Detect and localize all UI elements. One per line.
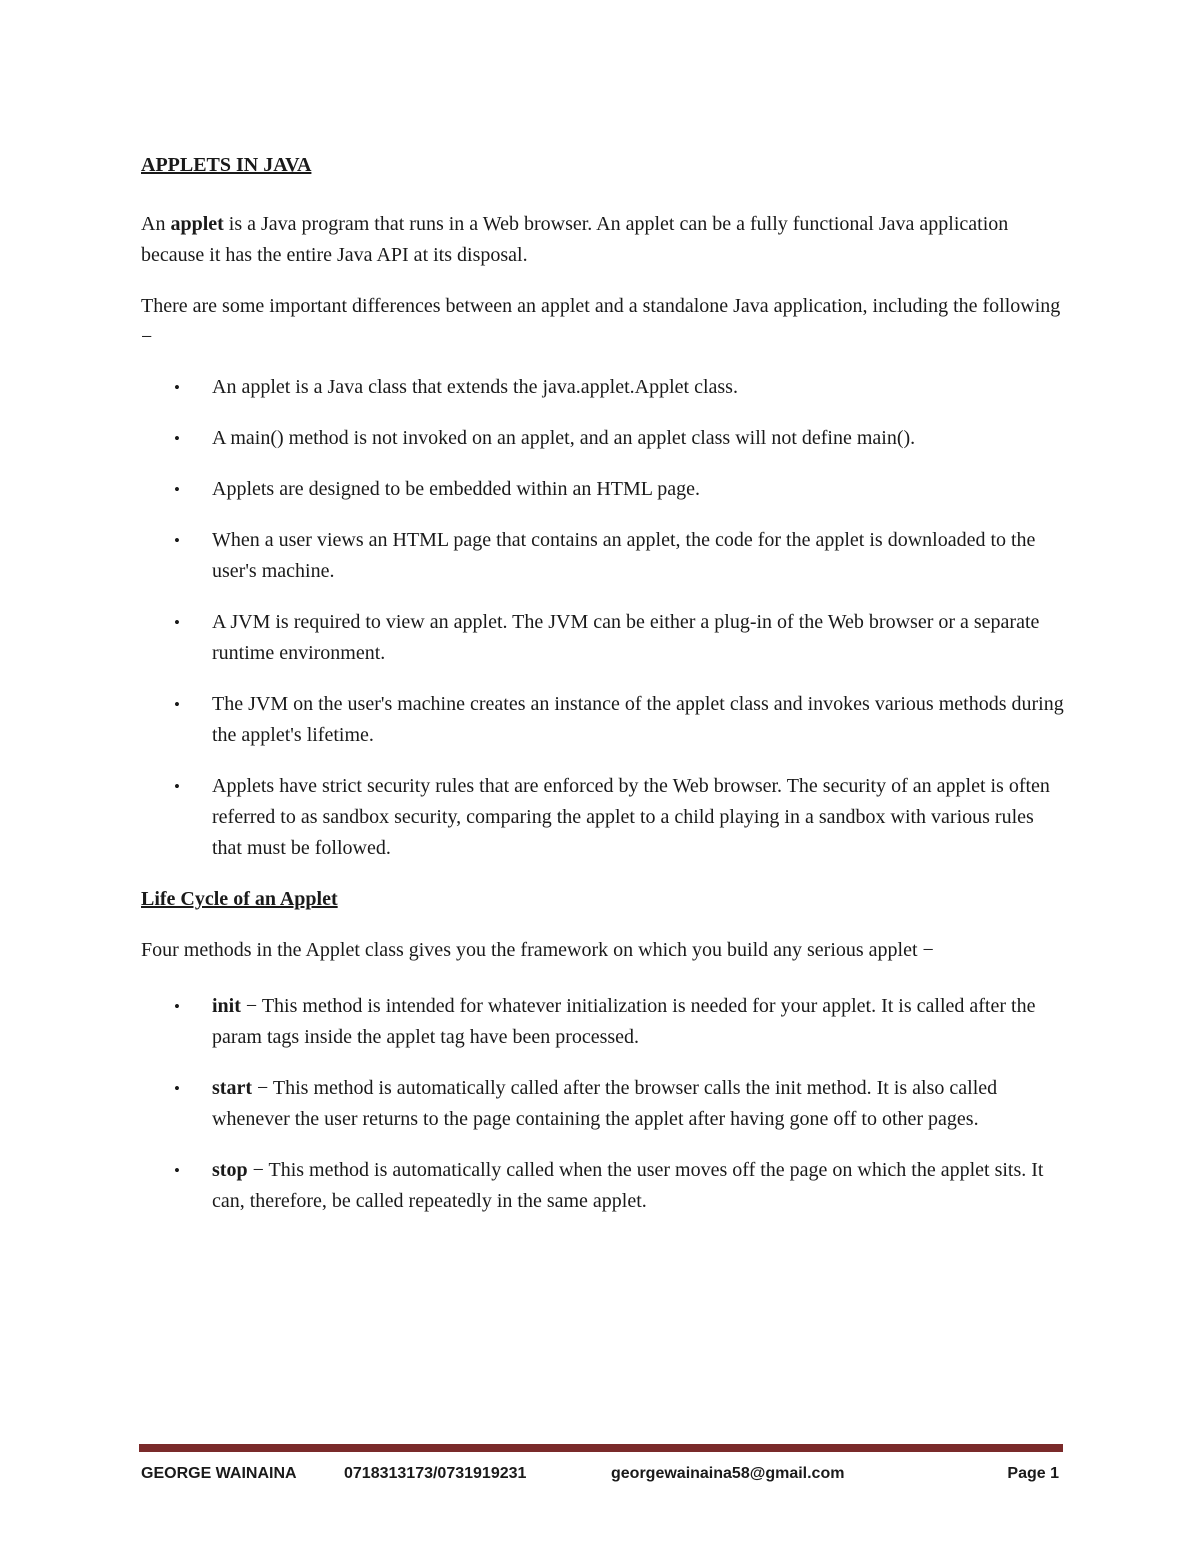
bullet-icon: • [174,531,180,550]
list-item-text: A main() method is not invoked on an applet, and an applet class will not define main(). [212,427,916,449]
bullet-icon: • [174,1079,180,1098]
page-number: Page 1 [1007,1465,1059,1482]
method-name: init [212,995,241,1017]
footer-email: georgewainaina58@gmail.com [611,1465,845,1482]
method-item-stop [141,1155,1066,1217]
list-item-text: An applet is a Java class that extends the java.applet.Applet class. [212,376,738,398]
section-title-life-cycle: Life Cycle of an Applet [141,888,338,910]
list-item [141,689,1066,751]
list-item [141,372,1066,403]
list-item [141,771,1066,864]
list-item [141,423,1066,454]
list-item [141,474,1066,505]
method-desc: − This method is automatically called when the user moves off the page on which the applet sits. It can, therefore, be called repeatedly in the same applet. [212,1159,1044,1212]
life-cycle-intro: Four methods in the Applet class gives you the framework on which you build any serious applet − [141,939,934,961]
applet-term: applet [170,213,224,235]
bullet-icon: • [174,997,180,1016]
footer-phone: 0718313173/0731919231 [344,1465,527,1482]
bullet-icon: • [174,695,180,714]
intro-prefix: An [141,213,171,235]
intro-text: is a Java program that runs in a Web browser. An applet can be a fully functional Java application because it has the entire Java API at its disposal. [141,213,1009,266]
method-item-init [141,991,1066,1053]
bullet-icon: • [174,613,180,632]
list-item-text: The JVM on the user's machine creates an instance of the applet class and invokes various methods during the applet's lifetime. [212,693,1064,746]
bullet-icon: • [174,777,180,796]
intro-paragraph [141,209,1066,271]
list-item [141,525,1066,587]
method-name: stop [212,1159,248,1181]
bullet-icon: • [174,1161,180,1180]
section-title-applets: APPLETS IN JAVA [141,154,312,176]
differences-list [141,372,1066,864]
method-desc: − This method is automatically called after the browser calls the init method. It is also called whenever the user returns to the page containing the applet after having gone off to other pages. [212,1077,998,1130]
bullet-icon: • [174,429,180,448]
differences-paragraph: There are some important differences between an applet and a standalone Java application, including the following − [141,295,1061,348]
method-item-start [141,1073,1066,1135]
list-item-text: A JVM is required to view an applet. The JVM can be either a plug-in of the Web browser or a separate runtime environment. [212,611,1040,664]
list-item [141,607,1066,669]
page-footer [141,1458,1059,1484]
footer-author: GEORGE WAINAINA [141,1465,297,1482]
footer-divider [139,1444,1063,1452]
bullet-icon: • [174,378,180,397]
method-desc: − This method is intended for whatever initialization is needed for your applet. It is called after the param tags inside the applet tag have been processed. [212,995,1036,1048]
methods-list [141,991,1066,1217]
list-item-text: Applets are designed to be embedded within an HTML page. [212,478,701,500]
list-item-text: When a user views an HTML page that contains an applet, the code for the applet is downloaded to the user's machine. [212,529,1036,582]
list-item-text: Applets have strict security rules that are enforced by the Web browser. The security of an applet is often referred to as sandbox security, comparing the applet to a child playing in a sandbox with various rules that must be followed. [212,775,1050,859]
method-name: start [212,1077,252,1099]
page-content [141,150,1066,1237]
bullet-icon: • [174,480,180,499]
